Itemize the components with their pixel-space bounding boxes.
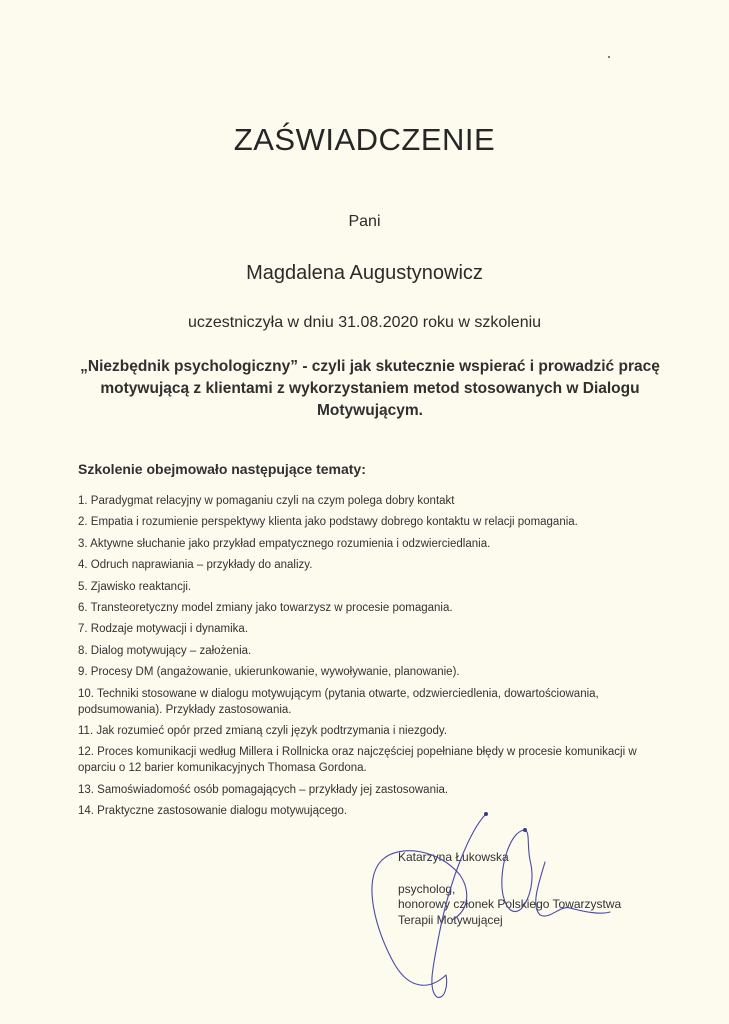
topic-item: 11. Jak rozumieć opór przed zmianą czyli język podtrzymania i niezgody.: [78, 724, 448, 737]
signatory-role: [398, 882, 621, 929]
topics-heading: Szkolenie obejmowało następujące tematy:: [78, 461, 366, 477]
topic-item: 14. Praktyczne zastosowanie dialogu motywującego.: [78, 805, 348, 818]
topic-item: 3. Aktywne słuchanie jako przykład empatycznego rozumienia i odzwierciedlania.: [78, 537, 491, 550]
topic-item: 5. Zjawisko reaktancji.: [78, 580, 192, 593]
topic-item: 1. Paradygmat relacyjny w pomaganiu czyli na czym polega dobry kontakt: [78, 495, 455, 507]
topic-item: 13. Samoświadomość osób pomagających – przykłady jej zastosowania.: [78, 783, 449, 796]
course-title-line: motywującą z klientami z wykorzystaniem metod stosowanych w Dialogu: [100, 380, 640, 397]
topics-list: [78, 493, 668, 824]
topic-item: 2. Empatia i rozumienie perspektywy klienta jako podstawy dobrego kontaktu w relacji pomagania.: [78, 516, 578, 529]
topic-item: 8. Dialog motywujący – założenia.: [78, 644, 252, 657]
course-title-line: Motywującym.: [317, 402, 423, 419]
topic-item: 10. Techniki stosowane w dialogu motywującym (pytania otwarte, odzwierciedlenia, dowartościowania, podsumowania). Przykłady zastosowania.: [78, 687, 599, 716]
salutation: Pani: [348, 213, 381, 230]
signatory-name: Katarzyna Łukowska: [398, 850, 509, 864]
signatory-role-line: psycholog,: [398, 881, 456, 896]
document-title: ZAŚWIADCZENIE: [233, 122, 496, 157]
topic-item: 4. Odruch naprawiania – przykłady do analizy.: [78, 559, 313, 572]
signatory-role-line: honorowy członek Polskiego Towarzystwa: [398, 897, 622, 911]
signature-dot: [523, 828, 527, 832]
topic-item: 9. Procesy DM (angażowanie, ukierunkowanie, wywoływanie, planowanie).: [78, 666, 460, 679]
course-title-line: „Niezbędnik psychologiczny” - czyli jak skutecznie wspierać i prowadzić pracę: [80, 358, 660, 375]
course-title: [70, 356, 670, 422]
topic-item: 6. Transteoretyczny model zmiany jako towarzysz w procesie pomagania.: [78, 601, 453, 614]
signatory-role-line: Terapii Motywującej: [398, 912, 503, 927]
attendance-statement: uczestniczyła w dniu 31.08.2020 roku w szkoleniu: [187, 314, 542, 331]
topic-item: 7. Rodzaje motywacji i dynamika.: [78, 623, 249, 636]
signatory-block: [398, 850, 621, 928]
recipient-name: Magdalena Augustynowicz: [246, 262, 483, 284]
scan-speck: [608, 56, 610, 58]
topic-item: 12. Proces komunikacji według Millera i Rollnicka oraz najczęściej popełniane błędy w procesie komunikacji w oparciu o 12 barier komunikacyjnych Thomasa Gordona.: [78, 746, 637, 775]
